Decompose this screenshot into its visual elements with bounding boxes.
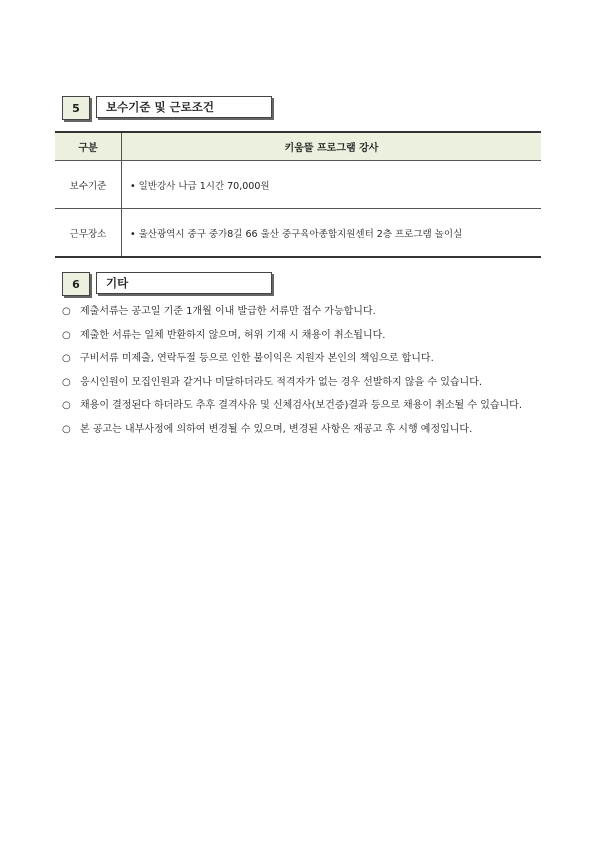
note-text: 본 공고는 내부사정에 의하여 변경될 수 있으며, 변경된 사항은 재공고 후 시행 예정입니다.	[80, 423, 473, 435]
note-text: 구비서류 미제출, 연락두절 등으로 인한 불이익은 지원자 본인의 책임으로 합니다.	[80, 353, 434, 364]
header-category: 구분	[55, 132, 122, 161]
bullet-icon: ○	[62, 329, 71, 341]
header-position: 키움뜰 프로그램 강사	[122, 132, 542, 161]
section-6-heading	[62, 272, 272, 296]
list-item	[62, 324, 552, 348]
note-text: 응시인원이 모집인원과 같거나 미달하더라도 적격자가 없는 경우 선발하지 않을 수 있습니다.	[80, 376, 483, 388]
bullet-icon: ○	[62, 423, 71, 435]
row-label-location: 근무장소	[55, 209, 122, 258]
bullet-icon: ○	[62, 306, 71, 317]
section-6-title: 기타	[96, 272, 272, 294]
table-header-row	[55, 132, 541, 161]
list-item	[62, 371, 552, 395]
bullet-icon: ○	[62, 376, 71, 388]
list-item	[62, 394, 552, 418]
section-5-number: 5	[62, 96, 90, 120]
row-value-location: • 울산광역시 중구 중가8길 66 울산 중구육아종합지원센터 2층 프로그램 놀이실	[122, 209, 542, 258]
list-item	[62, 347, 552, 371]
list-item	[62, 300, 552, 324]
compensation-table	[55, 131, 541, 258]
section-5-heading	[62, 96, 272, 120]
bullet-icon: ○	[62, 400, 71, 411]
row-label-pay: 보수기준	[55, 161, 122, 209]
section-6-number: 6	[62, 272, 90, 296]
list-item	[62, 418, 552, 442]
notes-list	[62, 300, 552, 441]
table-row	[55, 161, 541, 209]
bullet-icon: ○	[62, 353, 71, 364]
note-text: 제출한 서류는 일체 반환하지 않으며, 허위 기재 시 채용이 취소됩니다.	[80, 329, 386, 341]
section-5-title: 보수기준 및 근로조건	[96, 96, 272, 118]
note-text: 채용이 결정된다 하더라도 추후 결격사유 및 신체검사(보건증)결과 등으로 채용이 취소될 수 있습니다.	[80, 400, 523, 411]
table-row	[55, 209, 541, 258]
note-text: 제출서류는 공고일 기준 1개월 이내 발급한 서류만 접수 가능합니다.	[80, 306, 376, 317]
row-value-pay: • 일반강사 나급 1시간 70,000원	[122, 161, 542, 209]
